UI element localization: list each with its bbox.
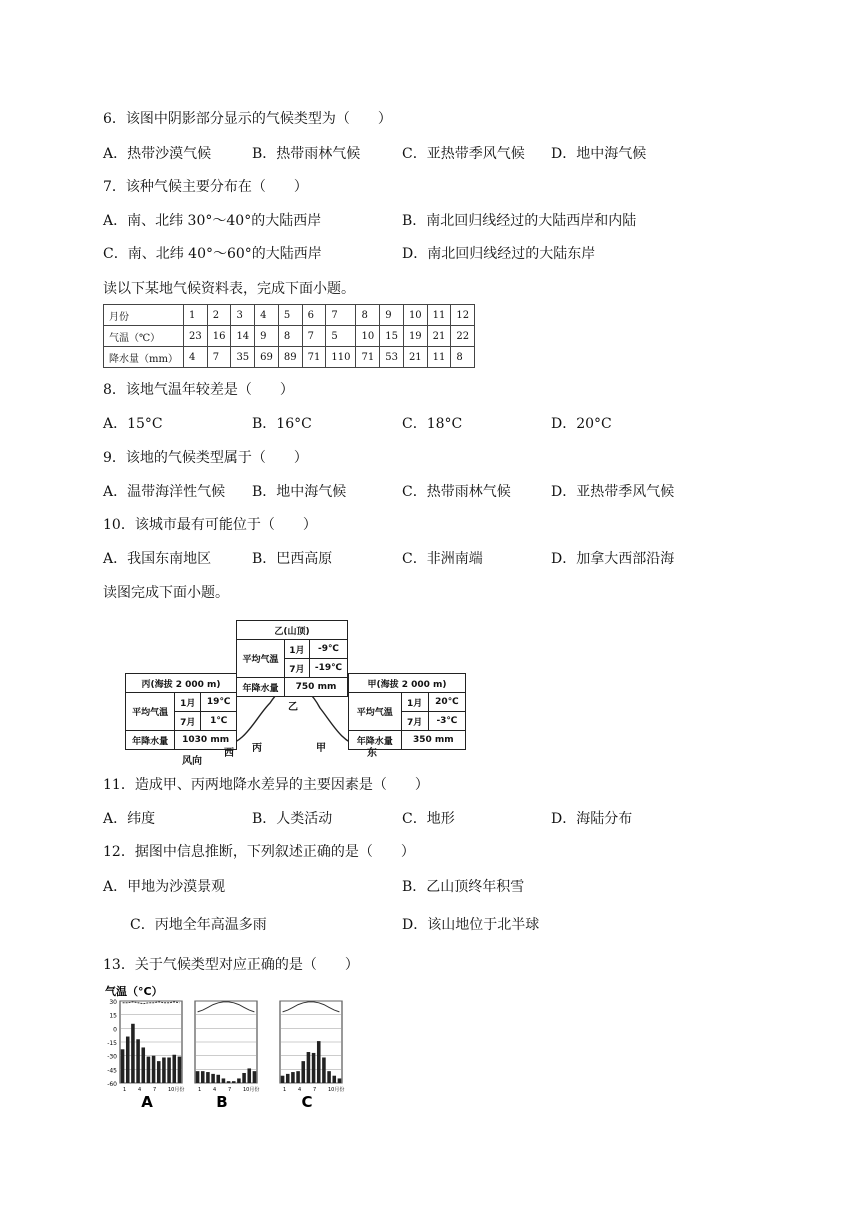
y-tick-label: 15 xyxy=(109,1012,117,1020)
q11-option-c: C．地形 xyxy=(402,811,455,827)
precip-cell: 35 xyxy=(231,347,255,368)
precip-bar xyxy=(126,1037,130,1083)
precip-cell: 71 xyxy=(356,347,380,368)
bing-precip-label: 年降水量 xyxy=(126,731,175,750)
temp-header: 气温（℃） xyxy=(104,326,184,347)
precip-bar xyxy=(131,1024,135,1083)
q9-option-d: D．亚热带季风气候 xyxy=(551,484,675,500)
x-tick-label: 4 xyxy=(298,1087,302,1093)
precip-bar xyxy=(232,1081,236,1083)
temp-cell: 22 xyxy=(451,326,475,347)
q11-option-a: A．纬度 xyxy=(103,811,156,827)
question-9-stem: 9．该地的气候类型属于（ ） xyxy=(103,450,308,466)
q8-option-a: A．15°C xyxy=(103,416,163,432)
precip-bar xyxy=(338,1078,342,1083)
q10-option-a: A．我国东南地区 xyxy=(103,551,212,567)
climate-data-table xyxy=(103,304,475,368)
x-tick-label: 1 xyxy=(123,1087,127,1093)
precip-bar xyxy=(237,1078,241,1083)
x-tick-label: 7 xyxy=(228,1087,232,1093)
precip-bar xyxy=(322,1057,326,1083)
bing-precip: 1030 mm xyxy=(175,731,237,750)
yi-precip: 750 mm xyxy=(285,678,348,697)
precip-bar xyxy=(301,1061,305,1083)
q9-option-c: C．热带雨林气候 xyxy=(402,484,511,500)
temp-cell: 14 xyxy=(231,326,255,347)
chart-panel-label: B xyxy=(216,1093,228,1110)
chart-title: 气温（°C） xyxy=(105,985,163,998)
x-tick-label: 7 xyxy=(313,1087,317,1093)
precip-bar xyxy=(281,1076,285,1083)
x-tick-label: 7 xyxy=(153,1087,157,1093)
q7-option-b: B．南北回归线经过的大陆西岸和内陆 xyxy=(402,213,637,229)
mountain-figure xyxy=(120,618,470,768)
yi-title: 乙(山顶) xyxy=(237,621,348,640)
month-cell: 6 xyxy=(302,305,326,326)
y-tick-label: -30 xyxy=(107,1053,117,1061)
month-cell: 10 xyxy=(403,305,427,326)
precip-bar xyxy=(167,1057,171,1083)
jia-precip-label: 年降水量 xyxy=(349,731,402,750)
table-row xyxy=(104,326,475,347)
temp-line xyxy=(198,1002,255,1012)
bing-month7: 7月 xyxy=(175,712,201,731)
y-tick-label: -60 xyxy=(107,1081,117,1088)
y-tick-label: 30 xyxy=(109,999,117,1006)
table-row xyxy=(104,305,475,326)
month-cell: 9 xyxy=(380,305,404,326)
month-cell: 5 xyxy=(278,305,302,326)
precip-bar xyxy=(227,1081,231,1083)
yi-temp1: -9℃ xyxy=(309,640,347,659)
x-tick-label: 10月份 xyxy=(243,1087,260,1093)
temp-cell: 7 xyxy=(302,326,326,347)
q6-option-c: C．亚热带季风气候 xyxy=(402,146,525,162)
month-cell: 3 xyxy=(231,305,255,326)
q7-option-d: D．南北回归线经过的大陆东岸 xyxy=(402,246,596,262)
east-label: 东 xyxy=(367,748,377,759)
precip-bar xyxy=(222,1078,226,1083)
q7-option-a: A．南、北纬 30°～40°的大陆西岸 xyxy=(103,213,322,229)
precip-cell: 89 xyxy=(278,347,302,368)
q12-option-d: D．该山地位于北半球 xyxy=(402,917,540,933)
precip-bar xyxy=(317,1041,321,1083)
precip-header: 降水量（mm） xyxy=(104,347,184,368)
q6-option-b: B．热带雨林气候 xyxy=(252,146,361,162)
climate-charts xyxy=(103,985,373,1110)
precip-bar xyxy=(152,1056,156,1083)
temp-line xyxy=(123,1002,180,1004)
jia-precip: 350 mm xyxy=(401,731,465,750)
q12-option-b: B．乙山顶终年积雪 xyxy=(402,879,525,895)
jia-title: 甲(海拔 2 000 m) xyxy=(349,674,466,693)
bing-title: 丙(海拔 2 000 m) xyxy=(126,674,237,693)
precip-bar xyxy=(332,1076,336,1083)
question-10-stem: 10．该城市最有可能位于（ ） xyxy=(103,517,317,533)
precip-cell: 11 xyxy=(427,347,451,368)
x-tick-label: 4 xyxy=(138,1087,142,1093)
q12-option-a: A．甲地为沙漠景观 xyxy=(103,879,226,895)
month-cell: 12 xyxy=(451,305,475,326)
y-tick-label: -15 xyxy=(107,1040,117,1047)
peak-label: 乙 xyxy=(288,702,298,713)
q8-option-b: B．16°C xyxy=(252,416,312,432)
precip-bar xyxy=(162,1057,166,1083)
month-cell: 7 xyxy=(326,305,356,326)
bing-temp7: 1℃ xyxy=(201,712,237,731)
precip-bar xyxy=(157,1061,161,1083)
q8-option-c: C．18°C xyxy=(402,416,463,432)
precip-bar xyxy=(121,1049,125,1083)
question-6-stem: 6．该图中阴影部分显示的气候类型为（ ） xyxy=(103,111,392,127)
precip-bar xyxy=(136,1039,140,1083)
temp-cell: 19 xyxy=(403,326,427,347)
wind-direction-label: 风向 xyxy=(182,756,202,767)
yi-month7: 7月 xyxy=(285,659,310,678)
temp-cell: 23 xyxy=(183,326,207,347)
jia-temp7: -3℃ xyxy=(428,712,465,731)
precip-cell: 4 xyxy=(183,347,207,368)
q6-option-d: D．地中海气候 xyxy=(551,146,647,162)
precip-bar xyxy=(253,1071,257,1083)
month-cell: 11 xyxy=(427,305,451,326)
q7-option-c: C．南、北纬 40°～60°的大陆西岸 xyxy=(103,246,322,262)
temp-cell: 5 xyxy=(326,326,356,347)
temp-cell: 16 xyxy=(207,326,231,347)
y-tick-label: 0 xyxy=(113,1026,117,1034)
precip-cell: 53 xyxy=(380,347,404,368)
question-8-stem: 8．该地气温年较差是（ ） xyxy=(103,382,294,398)
precip-bar xyxy=(172,1055,176,1083)
yi-temp7: -19℃ xyxy=(309,659,347,678)
precip-bar xyxy=(291,1072,295,1083)
yi-summit-table xyxy=(236,620,348,697)
months-header: 月份 xyxy=(104,305,184,326)
q6-option-a: A．热带沙漠气候 xyxy=(103,146,212,162)
precip-bar xyxy=(307,1052,311,1083)
q11-option-d: D．海陆分布 xyxy=(551,811,633,827)
jia-ground-label: 甲 xyxy=(316,743,326,754)
precip-bar xyxy=(211,1074,215,1083)
precip-bar xyxy=(147,1057,151,1083)
precip-cell: 21 xyxy=(403,347,427,368)
precip-bar xyxy=(216,1075,220,1083)
x-tick-label: 1 xyxy=(198,1087,202,1093)
q9-option-b: B．地中海气候 xyxy=(252,484,347,500)
intro-climate-table: 读以下某地气候资料表，完成下面小题。 xyxy=(103,281,355,297)
x-tick-label: 4 xyxy=(213,1087,217,1093)
yi-avg-temp-label: 平均气温 xyxy=(237,640,285,678)
precip-bar xyxy=(247,1068,251,1083)
q10-option-b: B．巴西高原 xyxy=(252,551,333,567)
precip-bar xyxy=(286,1074,290,1083)
temp-line xyxy=(283,1002,340,1012)
precip-cell: 110 xyxy=(326,347,356,368)
precip-bar xyxy=(242,1073,246,1083)
q9-option-a: A．温带海洋性气候 xyxy=(103,484,226,500)
precip-cell: 8 xyxy=(451,347,475,368)
intro-mountain-figure: 读图完成下面小题。 xyxy=(103,585,229,601)
q10-option-d: D．加拿大西部沿海 xyxy=(551,551,675,567)
temp-cell: 8 xyxy=(278,326,302,347)
precip-bar xyxy=(206,1072,210,1083)
bing-ground-label: 丙 xyxy=(252,743,262,754)
precip-cell: 7 xyxy=(207,347,231,368)
precip-bar xyxy=(327,1071,331,1083)
q11-option-b: B．人类活动 xyxy=(252,811,333,827)
q10-option-c: C．非洲南端 xyxy=(402,551,483,567)
question-7-stem: 7．该种气候主要分布在（ ） xyxy=(103,179,308,195)
jia-table xyxy=(348,673,466,750)
temp-cell: 9 xyxy=(255,326,279,347)
month-cell: 4 xyxy=(255,305,279,326)
month-cell: 8 xyxy=(356,305,380,326)
jia-avg-temp-label: 平均气温 xyxy=(349,693,402,731)
precip-bar xyxy=(196,1071,200,1083)
bing-table xyxy=(125,673,237,750)
q12-option-c: C．丙地全年高温多雨 xyxy=(130,917,267,933)
bing-avg-temp-label: 平均气温 xyxy=(126,693,175,731)
yi-precip-label: 年降水量 xyxy=(237,678,285,697)
x-tick-label: 1 xyxy=(283,1087,287,1093)
bing-month1: 1月 xyxy=(175,693,201,712)
question-11-stem: 11．造成甲、丙两地降水差异的主要因素是（ ） xyxy=(103,777,429,793)
precip-bar xyxy=(201,1071,205,1083)
precip-cell: 71 xyxy=(302,347,326,368)
precip-bar xyxy=(141,1047,145,1083)
yi-month1: 1月 xyxy=(285,640,310,659)
x-tick-label: 10月份 xyxy=(168,1087,185,1093)
temp-cell: 10 xyxy=(356,326,380,347)
question-13-stem: 13．关于气候类型对应正确的是（ ） xyxy=(103,957,359,973)
precip-bar xyxy=(296,1071,300,1083)
table-row xyxy=(104,347,475,368)
jia-temp1: 20℃ xyxy=(428,693,465,712)
chart-panel-label: C xyxy=(301,1093,313,1110)
temp-cell: 15 xyxy=(380,326,404,347)
precip-cell: 69 xyxy=(255,347,279,368)
precip-bar xyxy=(312,1053,316,1083)
jia-month7: 7月 xyxy=(401,712,428,731)
jia-month1: 1月 xyxy=(401,693,428,712)
bing-temp1: 19℃ xyxy=(201,693,237,712)
west-label: 西 xyxy=(224,748,234,759)
question-12-stem: 12．据图中信息推断，下列叙述正确的是（ ） xyxy=(103,844,415,860)
precip-bar xyxy=(178,1057,182,1083)
q8-option-d: D．20°C xyxy=(551,416,612,432)
month-cell: 1 xyxy=(183,305,207,326)
month-cell: 2 xyxy=(207,305,231,326)
y-tick-label: -45 xyxy=(107,1067,117,1075)
x-tick-label: 10月份 xyxy=(328,1087,345,1093)
temp-cell: 21 xyxy=(427,326,451,347)
chart-panel-label: A xyxy=(141,1093,153,1110)
